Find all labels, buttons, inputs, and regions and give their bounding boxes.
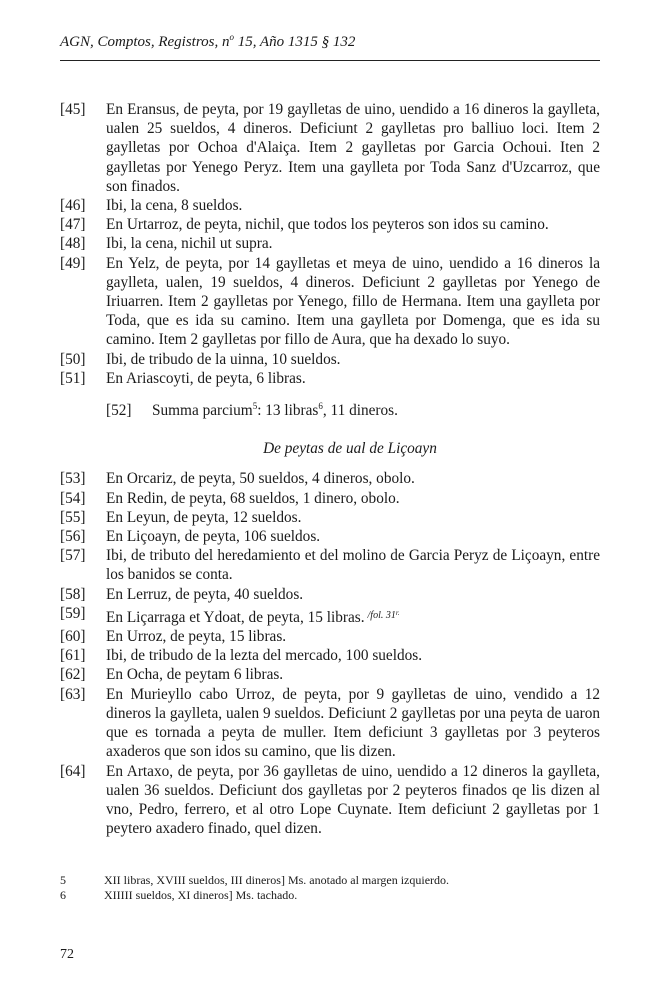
entry-number: [45]	[60, 101, 86, 118]
entry-text: En Urroz, de peyta, 15 libras.	[106, 628, 287, 646]
entry	[60, 685, 600, 762]
entry-number: [49]	[60, 254, 86, 272]
entries-group-c	[60, 627, 600, 838]
entry-text: En Murieyllo cabo Urroz, de peyta, por 9 gaylletas de uino, vendido a 12 dineros la gaylleta, ualen 9 sueldos. Deficiunt 2 gaylletas por una peyta de uaron que es tornada a peyta de muller. Item deficiunt 3 gaylletas por 3 peyteros axaderos que son idos su camino, que lis dizen.	[106, 685, 600, 761]
folio-label: /fol. 31	[367, 609, 396, 621]
entries-group-b	[60, 469, 600, 627]
entry-text: En Liçoayn, de peyta, 106 sueldos.	[106, 528, 321, 546]
summa-text	[152, 401, 600, 420]
entry	[60, 627, 600, 646]
entry-text: En Lerruz, de peyta, 40 sueldos.	[106, 585, 304, 603]
entry	[60, 234, 600, 253]
summa-part3: , 11 dineros.	[322, 402, 398, 420]
entry-text: En Eransus, de peyta, por 19 gaylletas de uino, uendido a 16 dineros la gaylleta, ualen 25 sueldos, 4 dineros. Deficiunt 2 gaylletas pro balliuo loci. Item 2 gaylletas por Ochoa d'Alaiça. Item 2 gaylletas por Garcia Ochoui. Iten 2 gaylletas por Yenego Peryz. Item una gaylleta por Toda Sanz d'Uzcarroz, que son finados.	[106, 101, 600, 195]
folio-marker	[368, 610, 400, 621]
entry	[60, 196, 600, 215]
entry-number: [53]	[60, 470, 86, 488]
entry	[60, 508, 600, 527]
entry	[60, 254, 600, 350]
entry-text: Ibi, de tributo del heredamiento et del molino de Garcia Peryz de Liçoayn, entre los banidos se conta.	[106, 547, 600, 584]
entry-number: [62]	[60, 666, 86, 684]
entry-text: Ibi, de tribudo de la uinna, 10 sueldos.	[106, 350, 341, 368]
entry-number: [56]	[60, 528, 86, 546]
entry-text: En Redin, de peyta, 68 sueldos, 1 dinero, obolo.	[106, 489, 400, 507]
folio-side: r.	[395, 608, 400, 617]
section-title: De peytas de ual de Liçoayn	[263, 440, 437, 458]
summa-part1: Summa parcium	[152, 402, 253, 420]
entry-number: [47]	[60, 216, 86, 234]
entry-number: [54]	[60, 489, 86, 507]
footnote-ref-5[interactable]: 5	[252, 401, 258, 412]
entry-number: [63]	[60, 685, 86, 703]
entry-text: En Orcariz, de peyta, 50 sueldos, 4 dineros, obolo.	[106, 470, 415, 488]
entry-text: Ibi, la cena, nichil ut supra.	[106, 235, 273, 253]
entry-number: [59]	[60, 604, 86, 622]
entry	[60, 665, 600, 684]
footnotes	[60, 873, 600, 903]
entry-text: Ibi, de tribudo de la lezta del mercado, 100 sueldos.	[106, 647, 423, 665]
entry	[60, 646, 600, 665]
entry	[60, 489, 600, 508]
entry	[60, 215, 600, 234]
footnote	[60, 888, 600, 903]
header-title-part2: 15, Año 1315 § 132	[233, 34, 356, 50]
entries-group-a	[60, 100, 600, 388]
footnote	[60, 873, 600, 888]
entry-number: [57]	[60, 547, 86, 565]
entry	[60, 585, 600, 604]
entry	[60, 604, 600, 627]
entry	[60, 527, 600, 546]
entry-text: Ibi, la cena, 8 sueldos.	[106, 197, 243, 215]
footnote-ref-6[interactable]: 6	[318, 401, 323, 412]
entry-text: En Ocha, de peytam 6 libras.	[106, 666, 284, 684]
entry	[60, 762, 600, 839]
entry	[60, 546, 600, 584]
entry-number: [52]	[106, 402, 132, 420]
running-header	[60, 34, 600, 51]
entry-number: [50]	[60, 350, 86, 368]
entry-text: En Ariascoyti, de peyta, 6 libras.	[106, 369, 306, 387]
page-number: 72	[60, 947, 74, 962]
entry-number: [55]	[60, 508, 86, 526]
entry-number: [46]	[60, 197, 86, 215]
entry-number: [64]	[60, 762, 86, 780]
page-body	[60, 100, 600, 838]
entry-text: En Yelz, de peyta, por 14 gaylletas et meya de uino, uendido a 16 dineros la gaylleta, ualen, 19 sueldos, 4 dineros. Deficiunt 2 gaylletas por Yenego de Iriuarren. Item 2 gaylletas por Yenego, fillo de Hermana. Item una gaylleta por Toda, que es ida su camino. Item una gaylleta por Domenga, que es ida su camino. Item 2 gaylletas por fillo de Aura, que ha dexado lo suyo.	[106, 254, 600, 349]
entry-number: [58]	[60, 585, 86, 603]
entry	[60, 369, 600, 388]
entry-number: [51]	[60, 369, 86, 387]
entry-text: En Leyun, de peyta, 12 sueldos.	[106, 508, 302, 526]
entry-text: En Artaxo, de peyta, por 36 gaylletas de uino, uendido a 12 dineros la gaylleta, ualen 36 sueldos. Deficiunt dos gaylletas por 2 peyteros finados qe lis dizen al vno, Pedro, ferrero, et al otro Lope Cuynate. Item deficiunt 2 gaylletas por 1 peytero axadero finado, quel dizen.	[106, 762, 600, 838]
entry-number: [61]	[60, 647, 86, 665]
footnote-text: XIIIII sueldos, XI dineros] Ms. tachado.	[104, 888, 298, 902]
entry-number: [48]	[60, 235, 86, 253]
header-title-part1: AGN, Comptos, Registros, n	[60, 34, 230, 50]
entry	[60, 469, 600, 488]
header-degree: o	[229, 32, 234, 42]
header-rule	[60, 60, 600, 61]
summa-part2: : 13 libras	[257, 402, 319, 420]
entry	[60, 350, 600, 369]
summa-entry	[106, 401, 600, 420]
entry-text: En Urtarroz, de peyta, nichil, que todos los peyteros son idos su camino.	[106, 216, 549, 234]
entry	[60, 100, 600, 196]
entry-text	[106, 604, 600, 627]
entry-59-text: En Liçarraga et Ydoat, de peyta, 15 libras.	[106, 608, 365, 626]
entry-number: [60]	[60, 628, 86, 646]
footnote-number: 6	[60, 888, 66, 902]
footnote-text: XII libras, XVIII sueldos, III dineros] Ms. anotado al margen izquierdo.	[104, 873, 450, 887]
footnote-number: 5	[60, 873, 66, 887]
